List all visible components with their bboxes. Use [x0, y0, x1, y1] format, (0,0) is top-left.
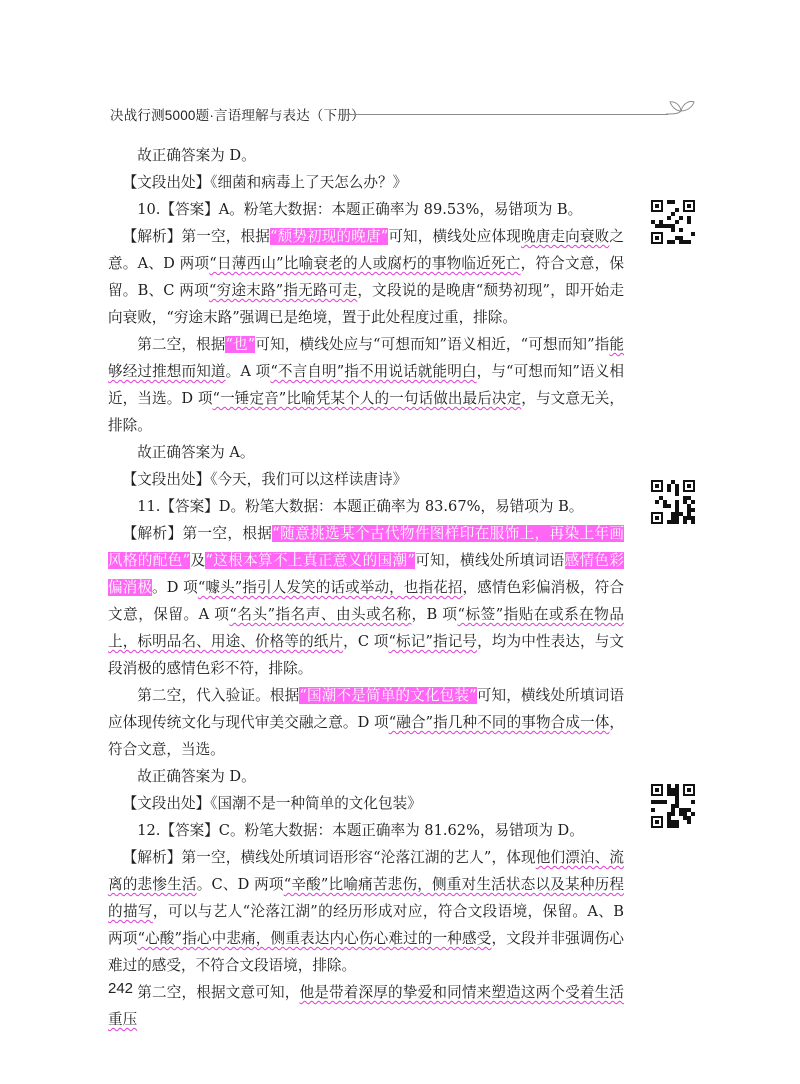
page-body	[108, 142, 624, 1033]
underline: “一锤定音”比喻凭某个人的一句话做出最后决定	[212, 390, 522, 407]
underline: “标签”指贴在或系在物品上，标明品名、用途、价格等的纸片	[108, 606, 624, 650]
highlight: 感情色彩偏消极	[108, 552, 624, 596]
underline: “日薄西山”比喻衰老的人或腐朽的事物临近死亡	[209, 255, 521, 272]
source-citation: 【文段出处】《国潮不是一种简单的文化包装》	[122, 795, 422, 812]
highlight: “这根本算不上真正意义的国潮”	[205, 552, 415, 569]
answer-line: 11.【答案】D。粉笔大数据：本题正确率为 83.67%，易错项为 B。	[137, 498, 584, 515]
source-citation: 【文段出处】《今天，我们可以这样读唐诗》	[122, 471, 408, 488]
underline: “名头”指名声、由头或名称	[229, 606, 412, 623]
answer-line: 10.【答案】A。粉笔大数据：本题正确率为 89.53%，易错项为 B。	[137, 201, 583, 218]
answer-line: 12.【答案】C。粉笔大数据：本题正确率为 81.62%，易错项为 D。	[137, 822, 584, 839]
answer-conclusion: 故正确答案为 A。	[137, 444, 255, 461]
qr-code-icon	[651, 200, 695, 244]
underline: “穷途末路”指无路可走	[208, 282, 358, 299]
answer-conclusion: 故正确答案为 D。	[137, 147, 256, 164]
header-rule	[340, 114, 668, 115]
leaf-sprout-icon	[666, 96, 696, 122]
highlight: “国潮不是简单的文化包装”	[299, 687, 477, 704]
answer-conclusion: 故正确答案为 D。	[137, 768, 256, 785]
qr-code-icon	[651, 480, 695, 524]
underline: 他是带着深厚的挚爱和同情来塑造这两个受着生活重压	[108, 984, 624, 1028]
running-header: 决战行测5000题·言语理解与表达（下册）	[110, 108, 365, 123]
highlight: “颓势初现的晚唐”	[269, 228, 389, 245]
underline: “辛酸”比喻痛苦悲伤，侧重对生活状态以及某种历程的描写	[108, 876, 624, 920]
highlight: “随意挑选某个古代物件图样印在服饰上，再染上年画风格的配色”	[108, 525, 624, 569]
underline: 他们漂泊、流离的悲惨生活	[108, 849, 624, 893]
source-citation: 【文段出处】《细菌和病毒上了天怎么办？》	[122, 174, 408, 191]
underline: “融合”指几种不同的事物合成一体	[388, 714, 610, 731]
analysis-paragraph: 【解析】第一空，根据“颓势初现的晚唐”可知，横线处应体现晚唐走向衰败之意。A、D 两项“日薄西山”比喻衰老的人或腐朽的事物临近死亡，符合文意，保留。B、C 两项“穷途末路”指无路可走，文段说的是晚唐“颓势初现”，即开始走向衰败，“穷途末路”强调已是绝境，置于此处程度过重，排除。	[108, 228, 624, 326]
page-number: 242	[108, 980, 134, 997]
underline: “心酸”指心中悲痛，侧重表达内心伤心难过的一种感受	[137, 930, 492, 947]
underline: “标记”指记号	[388, 633, 478, 650]
underline: 晚唐走向衰败	[520, 228, 610, 245]
analysis-paragraph: 第二空，根据“也”可知，横线处应与“可想而知”语义相近，“可想而知”指能够经过推想而知道。A 项“不言自明”指不用说话就能明白，与“可想而知”语义相近，当选。D 项“一锤定音”比喻凭某个人的一句话做出最后决定，与文意无关，排除。	[108, 336, 624, 434]
underline: “不言自明”指不用说话就能明白	[270, 363, 477, 380]
qr-code-icon	[651, 784, 695, 828]
analysis-paragraph: 【解析】第一空，横线处所填词语形容“沦落江湖的艺人”，体现他们漂泊、流离的悲惨生活。C、D 两项“辛酸”比喻痛苦悲伤，侧重对生活状态以及某种历程的描写，可以与艺人“沦落江湖”的经历形成对应，符合文段语境，保留。A、B 两项“心酸”指心中悲痛，侧重表达内心伤心难过的一种感受，文段并非强调伤心难过的感受，不符合文段语境，排除。	[108, 849, 624, 974]
analysis-paragraph: 第二空，代入验证。根据“国潮不是简单的文化包装”可知，横线处所填词语应体现传统文化与现代审美交融之意。D 项“融合”指几种不同的事物合成一体，符合文意，当选。	[108, 687, 624, 758]
analysis-paragraph: 【解析】第一空，根据“随意挑选某个古代物件图样印在服饰上，再染上年画风格的配色”及“这根本算不上真正意义的国潮”可知，横线处所填词语感情色彩偏消极。D 项“噱头”指引人发笑的话或举动，也指花招，感情色彩偏消极，符合文意，保留。A 项“名头”指名声、由头或名称，B 项“标签”指贴在或系在物品上，标明品名、用途、价格等的纸片，C 项“标记”指记号，均为中性表达，与文段消极的感情色彩不符，排除。	[108, 525, 624, 677]
analysis-paragraph: 第二空，根据文意可知，他是带着深厚的挚爱和同情来塑造这两个受着生活重压	[108, 984, 624, 1028]
highlight: “也”	[225, 336, 256, 353]
underline: “噱头”指引人发笑的话或举动，也指花招	[197, 579, 463, 596]
underline: 能够经过推想而知道	[108, 336, 624, 380]
